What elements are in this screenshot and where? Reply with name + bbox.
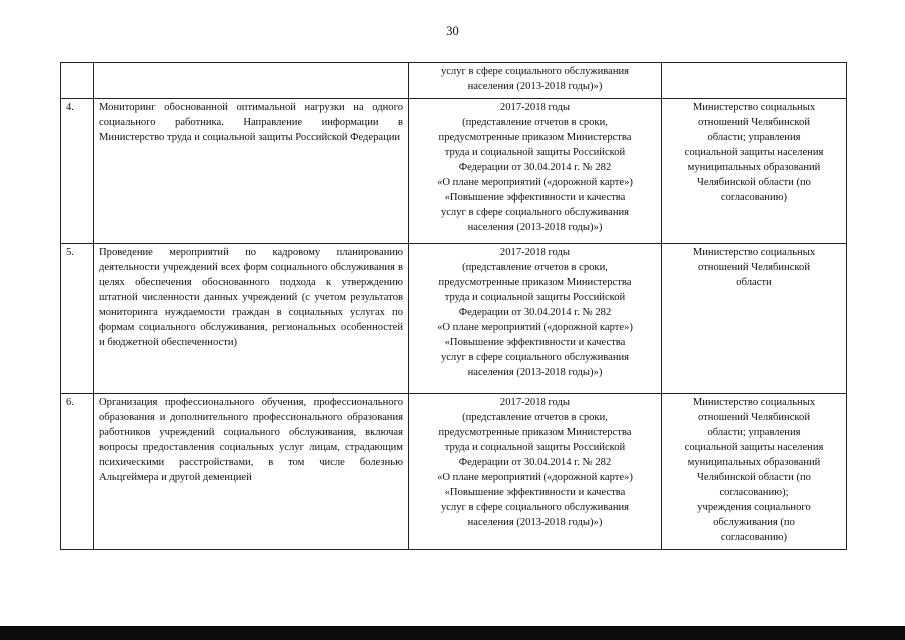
row-term: [409, 394, 662, 550]
executor-line: социальной защиты населения: [684, 147, 824, 158]
term-line: «О плане мероприятий («дорожной карте»): [437, 472, 633, 483]
term-line: «О плане мероприятий («дорожной карте»): [437, 177, 633, 188]
executor-line: Челябинской области (по: [697, 177, 811, 188]
term-line: предусмотренные приказом Министерства: [438, 132, 632, 143]
term-line: 2017-2018 годы: [499, 247, 571, 258]
row-number: 4.: [61, 99, 94, 244]
row-description: Организация профессионального обучения, профессионального образования и дополнительного профессионального образования работников учреждений социального обслуживания, включая вопросы предоставления социальных услуг лицам, страдающим психическими расстройствами, в том числе болезнью Альцгеймера и другой деменцией: [94, 394, 409, 550]
term-line: Федерации от 30.04.2014 г. № 282: [458, 457, 612, 468]
executor-line: Министерство социальных: [692, 102, 816, 113]
page-number: 30: [446, 24, 459, 38]
term-line: труда и социальной защиты Российской: [444, 147, 626, 158]
executor-line: согласованию);: [719, 487, 789, 498]
term-line: труда и социальной защиты Российской: [444, 442, 626, 453]
term-line: Федерации от 30.04.2014 г. № 282: [458, 307, 612, 318]
row-term: [409, 99, 662, 244]
term-line: услуг в сфере социального обслуживания: [440, 207, 630, 218]
executor-line: Челябинской области (по: [697, 472, 811, 483]
scan-edge-bar: [0, 626, 905, 640]
executor-line: области; управления: [707, 427, 801, 438]
row-term: [409, 244, 662, 394]
row-term: [409, 63, 662, 99]
term-line: (представление отчетов в сроки,: [462, 412, 608, 423]
executor-line: области; управления: [707, 132, 801, 143]
term-line: услуг в сфере социального обслуживания: [440, 502, 630, 513]
executor-line: учреждения социального: [697, 502, 811, 513]
term-line: «Повышение эффективности и качества: [444, 337, 626, 348]
row-description: Мониторинг обоснованной оптимальной нагрузки на одного социального работника. Направление информации в Министерство труда и социальной защиты Российской Федерации: [94, 99, 409, 244]
executor-line: муниципальных образований: [687, 162, 821, 173]
executor-line: согласованию): [720, 192, 788, 203]
term-line: населения (2013-2018 годы)»): [467, 81, 603, 92]
term-line: «О плане мероприятий («дорожной карте»): [437, 322, 633, 333]
term-line: населения (2013-2018 годы)»): [467, 367, 603, 378]
executor-line: области: [736, 277, 772, 288]
executor-line: обслуживания (по: [713, 517, 795, 528]
row-number: 5.: [61, 244, 94, 394]
executor-line: Министерство социальных: [692, 247, 816, 258]
term-line: предусмотренные приказом Министерства: [438, 427, 632, 438]
row-description: Проведение мероприятий по кадровому планированию деятельности учреждений всех форм социального обслуживания в целях обеспечения обоснованного подхода к утверждению штатной численности данных учреждений (с учетом результатов мониторинга нуждаемости граждан в социальных услугах по формам социального обслуживания, региональных особенностей и бюджетной обеспеченности): [94, 244, 409, 394]
term-line: «Повышение эффективности и качества: [444, 487, 626, 498]
term-line: услуг в сфере социального обслуживания: [440, 66, 630, 77]
measures-table: [60, 62, 847, 550]
row-description: [94, 63, 409, 99]
executor-line: отношений Челябинской: [697, 117, 811, 128]
term-line: Федерации от 30.04.2014 г. № 282: [458, 162, 612, 173]
table-row: [61, 244, 847, 394]
row-executors: [662, 394, 847, 550]
table-row: [61, 99, 847, 244]
term-line: «Повышение эффективности и качества: [444, 192, 626, 203]
executor-line: отношений Челябинской: [697, 412, 811, 423]
table-row-continuation: [61, 63, 847, 99]
row-executors: [662, 99, 847, 244]
term-line: населения (2013-2018 годы)»): [467, 517, 603, 528]
term-line: (представление отчетов в сроки,: [462, 117, 608, 128]
executor-line: муниципальных образований: [687, 457, 821, 468]
term-line: предусмотренные приказом Министерства: [438, 277, 632, 288]
executor-line: согласованию): [720, 532, 788, 543]
term-line: труда и социальной защиты Российской: [444, 292, 626, 303]
term-line: 2017-2018 годы: [499, 397, 571, 408]
term-line: услуг в сфере социального обслуживания: [440, 352, 630, 363]
term-line: 2017-2018 годы: [499, 102, 571, 113]
term-line: населения (2013-2018 годы)»): [467, 222, 603, 233]
executor-line: Министерство социальных: [692, 397, 816, 408]
executor-line: отношений Челябинской: [697, 262, 811, 273]
row-executors: [662, 63, 847, 99]
executor-line: социальной защиты населения: [684, 442, 824, 453]
row-number: [61, 63, 94, 99]
row-number: 6.: [61, 394, 94, 550]
table-row: [61, 394, 847, 550]
term-line: (представление отчетов в сроки,: [462, 262, 608, 273]
row-executors: [662, 244, 847, 394]
